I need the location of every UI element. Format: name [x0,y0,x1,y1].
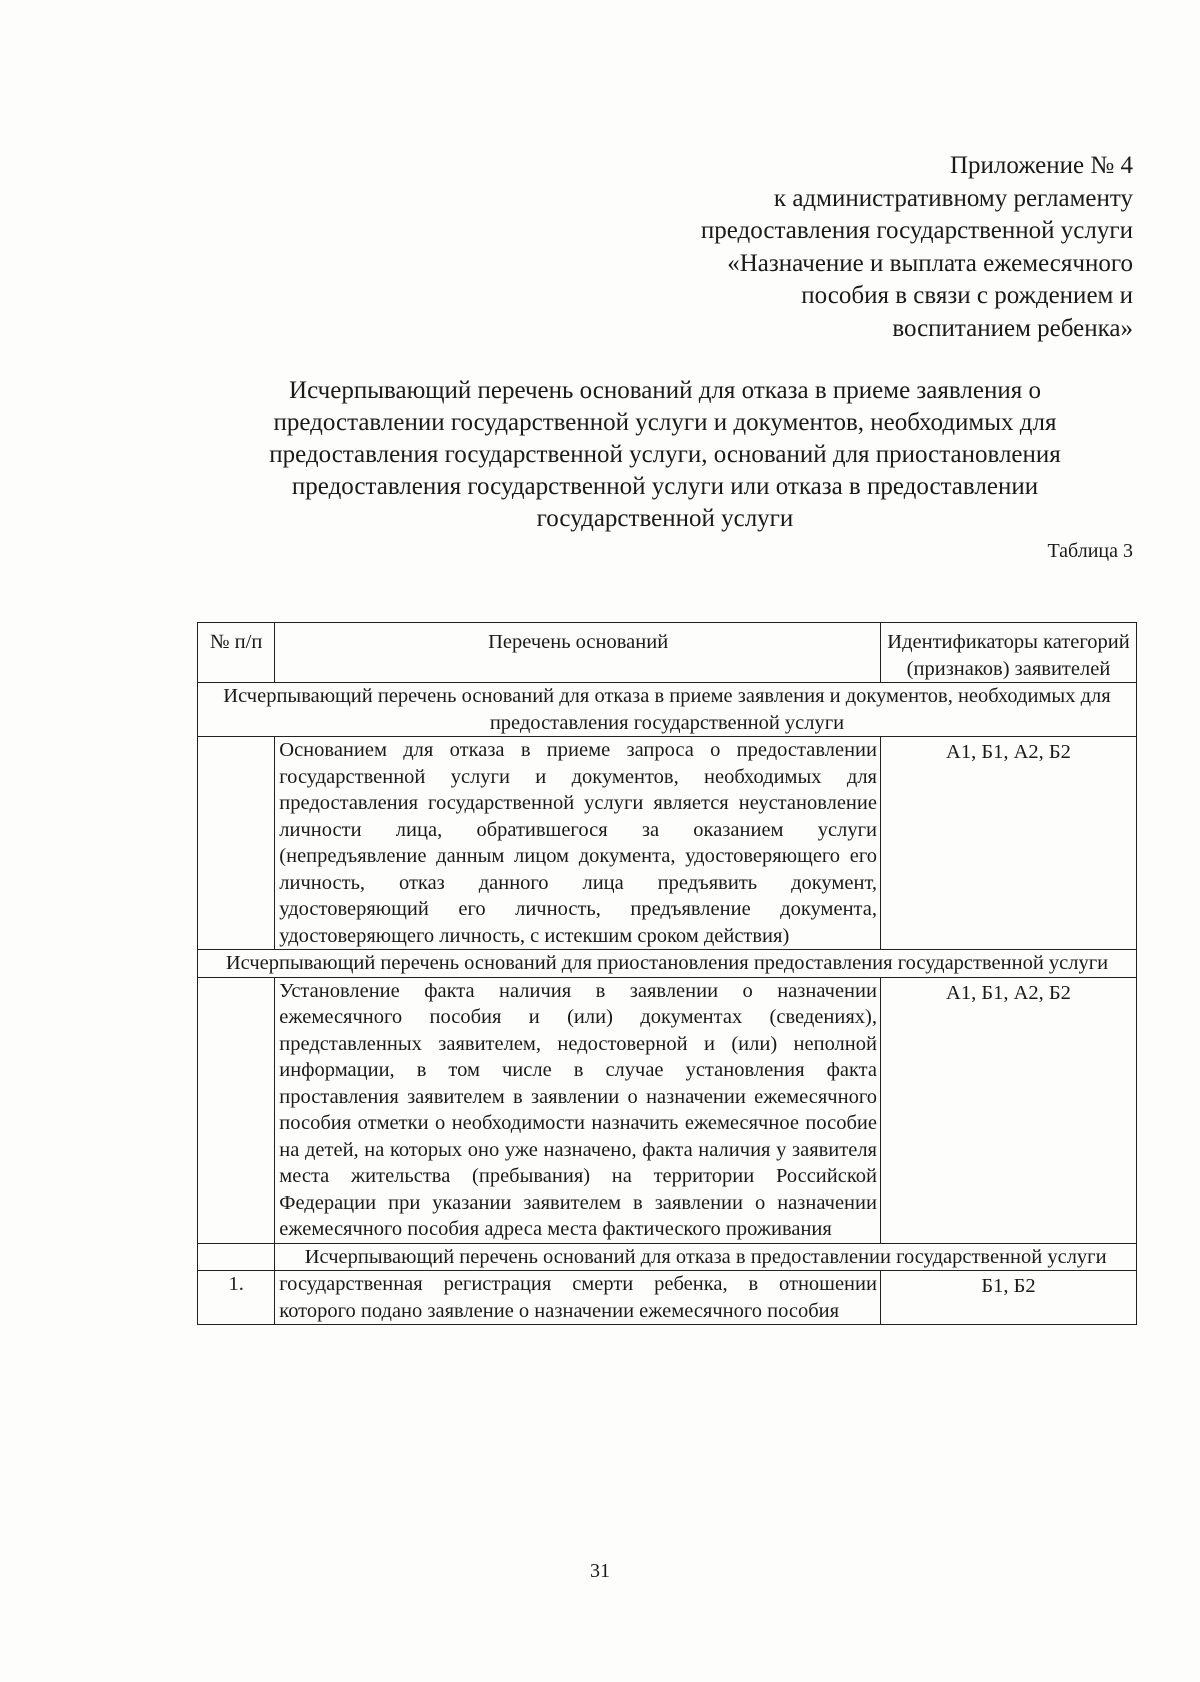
row-ids: А1, Б1, А2, Б2 [880,737,1136,950]
table-row [198,977,1137,1243]
header-grounds: Перечень оснований [275,623,881,683]
header-ids: Идентификаторы категорий (признаков) заявителей [880,623,1136,683]
table-header-row [198,623,1137,683]
row-number: 1. [198,1271,275,1325]
grounds-table [197,622,1137,1325]
row-ids: А1, Б1, А2, Б2 [880,977,1136,1243]
section-title-refusal-service: Исчерпывающий перечень оснований для отказа в предоставлении государственной услуги [275,1243,1137,1271]
table-label: Таблица 3 [1047,540,1133,562]
row-text: государственная регистрация смерти ребенка, в отношении которого подано заявление о назначении ежемесячного пособия [275,1271,881,1325]
header-number: № п/п [198,623,275,683]
section-title-refusal-acceptance: Исчерпывающий перечень оснований для отказа в приеме заявления и документов, необходимых для предоставления государственной услуги [198,683,1137,737]
row-text: Основанием для отказа в приеме запроса о предоставлении государственной услуги и документов, необходимых для предоставления государственной услуги является неустановление личности лица, обратившегося за оказанием услуги (непредъявление данным лицом документа, удостоверяющего его личность, отказ данного лица предъявить документ, удостоверяющий его личность, предъявление документа, удостоверяющего личность, с истекшим сроком действия) [275,737,881,950]
annex-line: Приложение № 4 [949,152,1133,179]
title-line: предоставления государственной услуги или отказа в предоставлении [291,473,1039,500]
title-line: предоставления государственной услуги, оснований для приостановления [269,441,1061,468]
title-line: предоставлении государственной услуги и документов, необходимых для [273,409,1057,436]
annex-line: пособия в связи с рождением и [801,282,1133,309]
annex-block [701,150,1133,345]
section-row [198,683,1137,737]
section-empty-cell [198,1243,275,1271]
row-ids: Б1, Б2 [880,1271,1136,1325]
table-row [198,1271,1137,1325]
annex-line: к административному регламенту [773,184,1133,212]
section-row [198,950,1137,978]
section-row [198,1243,1137,1271]
title-line: Исчерпывающий перечень оснований для отказа в приеме заявления о [289,377,1041,404]
document-title [200,375,1130,535]
row-number [198,737,275,950]
annex-line: «Назначение и выплата ежемесячного [727,249,1133,277]
annex-line: воспитанием ребенка» [892,314,1133,342]
section-title-suspension: Исчерпывающий перечень оснований для приостановления предоставления государственной услуги [198,950,1137,978]
page-number: 31 [590,1560,610,1582]
row-number [198,977,275,1243]
row-text: Установление факта наличия в заявлении о назначении ежемесячного пособия и (или) документах (сведениях), представленных заявителем, недостоверной и (или) неполной информации, в том числе в случае установления факта проставления заявителем в заявлении о назначении ежемесячного пособия отметки о необходимости назначить ежемесячное пособие на детей, на которых оно уже назначено, факта наличия у заявителя места жительства (пребывания) на территории Российской Федерации при указании заявителем в заявлении о назначении ежемесячного пособия адреса места фактического проживания [275,977,881,1243]
table-row [198,737,1137,950]
title-line: государственной услуги [536,505,794,532]
annex-line: предоставления государственной услуги [700,217,1133,244]
